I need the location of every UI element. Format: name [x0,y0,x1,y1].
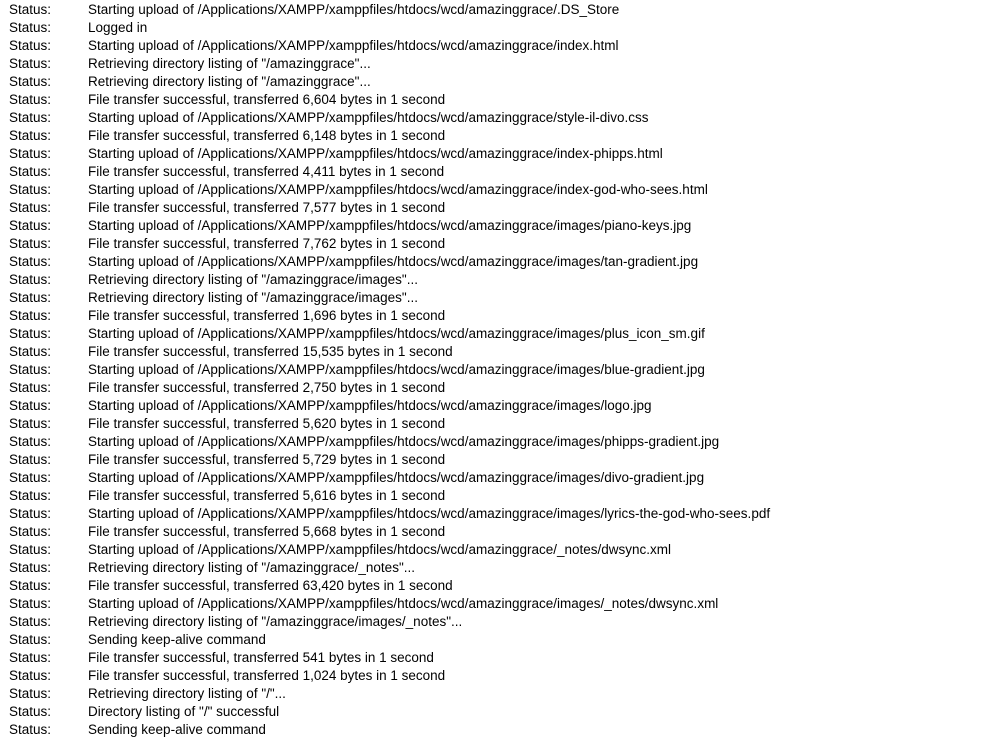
log-row[interactable] [0,721,999,738]
log-row[interactable] [0,379,999,397]
log-row-message: File transfer successful, transferred 6,148 bytes in 1 second [88,128,446,143]
log-row[interactable] [0,505,999,523]
log-row-status-label: Status: [9,560,52,575]
log-row-status-label: Status: [9,344,52,359]
log-row[interactable] [0,199,999,217]
log-row[interactable] [0,415,999,433]
log-row-status-label: Status: [9,488,52,503]
log-row-message: File transfer successful, transferred 4,411 bytes in 1 second [88,164,445,179]
log-row-status-label: Status: [9,380,52,395]
log-row-message: File transfer successful, transferred 7,762 bytes in 1 second [88,236,446,251]
log-row-status-label: Status: [9,74,52,89]
log-row-status-label: Status: [9,200,52,215]
log-row-status-label: Status: [9,542,52,557]
log-row-message: Sending keep-alive command [88,722,266,737]
log-row[interactable] [0,1,999,19]
log-row[interactable] [0,649,999,667]
log-row-message: File transfer successful, transferred 63,420 bytes in 1 second [88,578,453,593]
log-row[interactable] [0,163,999,181]
log-row-message: File transfer successful, transferred 15,535 bytes in 1 second [88,344,453,359]
log-row-message: Retrieving directory listing of "/"... [88,686,286,701]
log-row-message: Retrieving directory listing of "/amazinggrace"... [88,56,371,71]
log-row[interactable] [0,55,999,73]
log-row[interactable] [0,181,999,199]
log-row-status-label: Status: [9,164,52,179]
log-row[interactable] [0,289,999,307]
log-row-status-label: Status: [9,524,52,539]
log-row-message: Starting upload of /Applications/XAMPP/xamppfiles/htdocs/wcd/amazinggrace/.DS_Store [88,2,620,17]
log-row-status-label: Status: [9,308,52,323]
log-row-status-label: Status: [9,236,52,251]
log-row-status-label: Status: [9,110,52,125]
log-row-message: Starting upload of /Applications/XAMPP/xamppfiles/htdocs/wcd/amazinggrace/images/phipps-gradient.jpg [88,434,720,449]
log-row-status-label: Status: [9,596,52,611]
log-row-status-label: Status: [9,722,52,737]
log-row[interactable] [0,631,999,649]
log-row-status-label: Status: [9,650,52,665]
log-row-message: Starting upload of /Applications/XAMPP/xamppfiles/htdocs/wcd/amazinggrace/index-god-who-sees.html [88,182,708,197]
log-row-message: Starting upload of /Applications/XAMPP/xamppfiles/htdocs/wcd/amazinggrace/images/_notes/dwsync.xml [88,596,719,611]
log-row[interactable] [0,613,999,631]
log-row[interactable] [0,307,999,325]
log-row-status-label: Status: [9,470,52,485]
log-row-message: Starting upload of /Applications/XAMPP/xamppfiles/htdocs/wcd/amazinggrace/images/tan-gradient.jpg [88,254,699,269]
log-row-status-label: Status: [9,146,52,161]
log-row[interactable] [0,109,999,127]
log-row-status-label: Status: [9,38,52,53]
log-row[interactable] [0,325,999,343]
log-row[interactable] [0,685,999,703]
log-row-message: File transfer successful, transferred 5,729 bytes in 1 second [88,452,446,467]
log-row[interactable] [0,127,999,145]
log-row-message: Starting upload of /Applications/XAMPP/xamppfiles/htdocs/wcd/amazinggrace/style-il-divo.css [88,110,649,125]
log-row-status-label: Status: [9,362,52,377]
log-row-status-label: Status: [9,686,52,701]
log-row-status-label: Status: [9,578,52,593]
log-row-status-label: Status: [9,704,52,719]
log-row[interactable] [0,37,999,55]
log-row[interactable] [0,397,999,415]
log-row-message: File transfer successful, transferred 2,750 bytes in 1 second [88,380,446,395]
log-row-status-label: Status: [9,2,52,17]
log-row-message: Starting upload of /Applications/XAMPP/xamppfiles/htdocs/wcd/amazinggrace/images/divo-gradient.jpg [88,470,705,485]
log-row-status-label: Status: [9,218,52,233]
log-row-status-label: Status: [9,272,52,287]
log-row-message: File transfer successful, transferred 1,696 bytes in 1 second [88,308,446,323]
log-row[interactable] [0,433,999,451]
log-row[interactable] [0,451,999,469]
log-row[interactable] [0,235,999,253]
log-row-message: File transfer successful, transferred 5,616 bytes in 1 second [88,488,446,503]
log-row[interactable] [0,271,999,289]
log-row-message: Starting upload of /Applications/XAMPP/xamppfiles/htdocs/wcd/amazinggrace/images/piano-keys.jpg [88,218,692,233]
log-row-status-label: Status: [9,668,52,683]
log-row-message: Starting upload of /Applications/XAMPP/xamppfiles/htdocs/wcd/amazinggrace/images/lyrics-the-god-who-sees.pdf [88,506,771,521]
log-row-message: Retrieving directory listing of "/amazinggrace/images/_notes"... [88,614,463,629]
log-row-status-label: Status: [9,92,52,107]
log-row-message: File transfer successful, transferred 5,620 bytes in 1 second [88,416,446,431]
log-row[interactable] [0,19,999,37]
log-row[interactable] [0,487,999,505]
log-row-message: Retrieving directory listing of "/amazinggrace"... [88,74,371,89]
log-row-message: File transfer successful, transferred 6,604 bytes in 1 second [88,92,446,107]
log-row-status-label: Status: [9,614,52,629]
log-row-status-label: Status: [9,416,52,431]
log-row-message: Starting upload of /Applications/XAMPP/xamppfiles/htdocs/wcd/amazinggrace/index.html [88,38,619,53]
log-row-message: File transfer successful, transferred 541 bytes in 1 second [88,650,434,665]
log-row-status-label: Status: [9,326,52,341]
log-row-message: File transfer successful, transferred 1,024 bytes in 1 second [88,668,446,683]
log-row-message: Starting upload of /Applications/XAMPP/xamppfiles/htdocs/wcd/amazinggrace/images/plus_icon_sm.gif [88,326,705,341]
log-row-status-label: Status: [9,632,52,647]
log-row[interactable] [0,577,999,595]
log-row-message: Retrieving directory listing of "/amazinggrace/_notes"... [88,560,415,575]
log-row-message: Sending keep-alive command [88,632,266,647]
log-row-message: Retrieving directory listing of "/amazinggrace/images"... [88,290,418,305]
log-row-status-label: Status: [9,452,52,467]
log-row-message: Starting upload of /Applications/XAMPP/xamppfiles/htdocs/wcd/amazinggrace/index-phipps.html [88,146,663,161]
log-row-status-label: Status: [9,254,52,269]
log-row[interactable] [0,595,999,613]
log-row-message: Starting upload of /Applications/XAMPP/xamppfiles/htdocs/wcd/amazinggrace/images/logo.jpg [88,398,652,413]
log-row[interactable] [0,361,999,379]
log-row-message: Starting upload of /Applications/XAMPP/xamppfiles/htdocs/wcd/amazinggrace/images/blue-gradient.jpg [88,362,705,377]
log-row[interactable] [0,667,999,685]
log-row-status-label: Status: [9,56,52,71]
log-row[interactable] [0,559,999,577]
log-row[interactable] [0,541,999,559]
log-row[interactable] [0,73,999,91]
log-row-status-label: Status: [9,182,52,197]
log-row[interactable] [0,145,999,163]
log-row-status-label: Status: [9,434,52,449]
log-row-status-label: Status: [9,20,52,35]
log-row-message: File transfer successful, transferred 7,577 bytes in 1 second [88,200,446,215]
log-row-message: File transfer successful, transferred 5,668 bytes in 1 second [88,524,446,539]
log-row-message: Directory listing of "/" successful [88,704,280,719]
log-row[interactable] [0,217,999,235]
log-row-status-label: Status: [9,128,52,143]
log-row[interactable] [0,523,999,541]
log-row-status-label: Status: [9,398,52,413]
log-row[interactable] [0,703,999,721]
log-row-message: Retrieving directory listing of "/amazinggrace/images"... [88,272,418,287]
log-row[interactable] [0,343,999,361]
log-row-status-label: Status: [9,290,52,305]
log-row[interactable] [0,91,999,109]
log-row-message: Logged in [88,20,148,35]
log-row-message: Starting upload of /Applications/XAMPP/xamppfiles/htdocs/wcd/amazinggrace/_notes/dwsync.xml [88,542,672,557]
log-row-status-label: Status: [9,506,52,521]
log-row[interactable] [0,253,999,271]
log-row[interactable] [0,469,999,487]
